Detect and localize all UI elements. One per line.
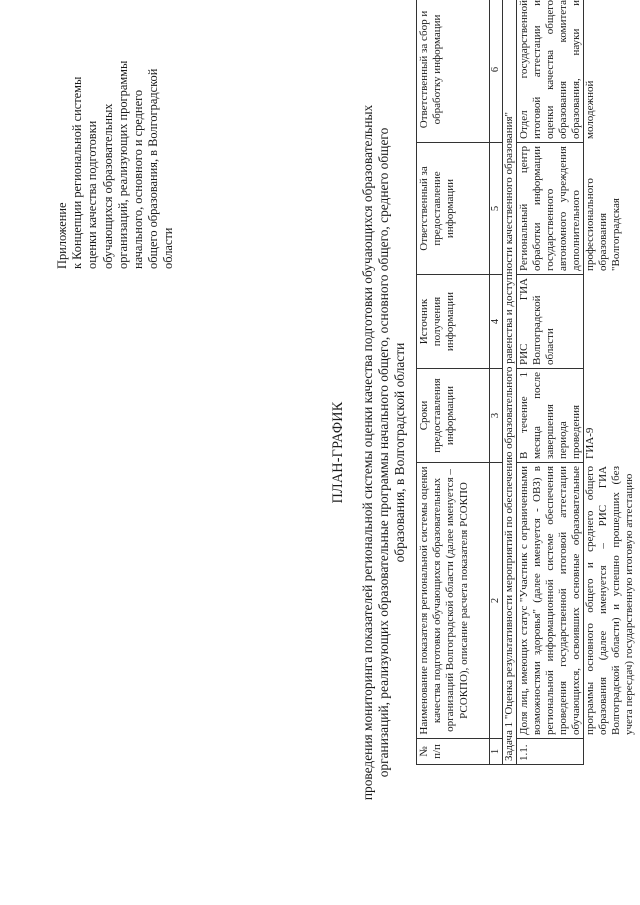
row-num-text: 1.1. (517, 744, 530, 761)
column-number: 2 (490, 463, 503, 739)
appendix-line: начального, основного и среднего (131, 89, 146, 269)
header-cell-deadline: Сроки предоставления информации (417, 369, 490, 463)
header-cell-provider: Ответственный за предоставление информации (417, 143, 490, 275)
row-indicator (516, 463, 636, 739)
task-heading: Задача 1 "Оценка результативности мероприятий по обеспечению образовательного равенства и доступности качественного образования" (503, 0, 517, 765)
row-num (516, 739, 583, 765)
row-source (516, 275, 583, 369)
appendix-line: обучающихся образовательных (100, 103, 115, 269)
header-cell-source: Источник получения информации (417, 275, 490, 369)
column-number: 4 (490, 275, 503, 369)
row-source-text: РИС ГИА Волгоградской области (517, 278, 556, 365)
table-row (516, 0, 583, 765)
column-number: 1 (490, 739, 503, 765)
appendix-line: к Концепции региональной системы (70, 76, 85, 269)
task-row (503, 0, 517, 765)
plan-table (416, 0, 636, 765)
appendix-line: оценки качества подготовки (85, 120, 100, 269)
appendix-line: общего образования, в Волгоградской (146, 68, 161, 269)
row-deadline-text: В течение 1 месяца после завершения периода проведения ГИА-9 (517, 372, 596, 459)
row-provider-text: Региональный центр обработки информации государственного автономного учреждения дополнительного профессионального образования "Волгоградская (517, 146, 622, 271)
row-indicator-text: Доля лиц, имеющих статус "Участник с ограниченными возможностями здоровья" (далее именуется - ОВЗ) в региональной информационной системе обеспечения проведения государственной итоговой аттестации обучающихся, освоивших основные образовательные программы основного общего и среднего общего образования (далее именуется – РИС ГИА Волгоградской области) и успешно прошедших (без учета пересдач) государственную итоговую аттестацию (517, 466, 636, 735)
row-provider (516, 143, 622, 275)
header-row (417, 0, 490, 765)
row-collector-text: Отдел государственной итоговой аттестации и оценки качества общего образования комитета образования, науки и молодежной (517, 0, 596, 139)
header-cell-collector: Ответственный за сбор и обработку информации (417, 0, 490, 143)
column-number-row (490, 0, 503, 765)
header-cell-num: № п/п (417, 739, 490, 765)
title-sub-line: проведения мониторинга показателей региональной системы оценки качества подготовки обучающихся образовательных (360, 104, 375, 801)
header-cell-indicator: Наименование показателя региональной системы оценки качества подготовки обучающихся образовательных организаций Волгоградской области (далее именуется – РСОКПО), описание расчета показателя РСОКПО (417, 463, 490, 739)
title-sub-line: образования, в Волгоградской области (392, 342, 407, 563)
appendix-block (55, 59, 177, 269)
appendix-line: области (161, 227, 176, 269)
title-sub-line: организаций, реализующих образовательные программы начального общего, основного общего, среднего общего (376, 127, 391, 778)
row-collector (516, 0, 596, 143)
title-main: ПЛАН-ГРАФИК (330, 401, 346, 504)
appendix-line: Приложение (55, 202, 69, 269)
document-title (330, 40, 408, 865)
appendix-line: организаций, реализующих программы (115, 60, 130, 269)
column-number: 6 (490, 0, 503, 143)
column-number: 3 (490, 369, 503, 463)
row-deadline (516, 369, 596, 463)
column-number: 5 (490, 143, 503, 275)
